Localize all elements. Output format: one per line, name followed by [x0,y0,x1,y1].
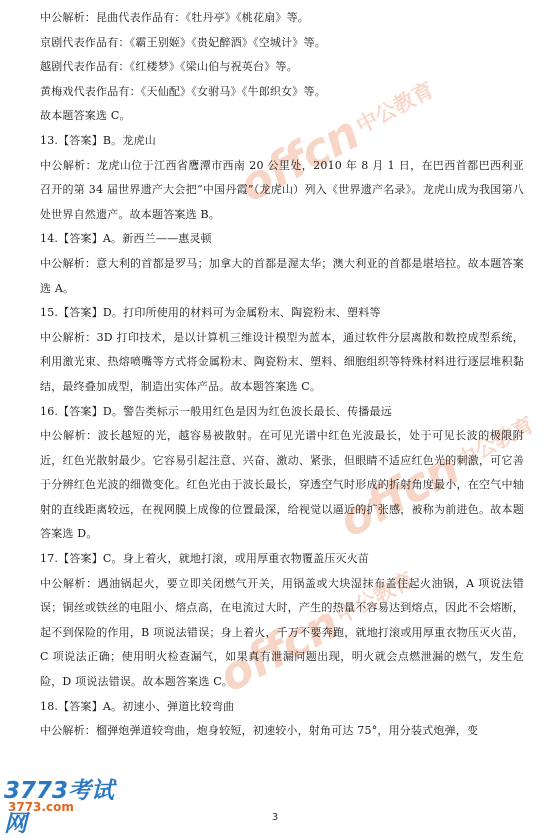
site-logo-url: 3773.com [8,800,74,814]
site-logo [0,772,130,837]
paragraph: 中公解析：昆曲代表作品有：《牡丹亭》《桃花扇》等。 [40,11,309,24]
paragraph: 黄梅戏代表作品有：《天仙配》《女驸马》《牛郎织女》等。 [40,84,326,98]
paragraph: 故本题答案选 C。 [40,109,131,123]
paragraph: 中公解析：波长越短的光，越容易被散射。在可见光谱中红色光波最长，处于可见长波的极限附近，红色光散射最少。它容易引起注意、兴奋、激动、紧张，但眼睛不适应红色光的刺激，可它善于分辨红色光波的细微变化。红色光由于波长最长，穿透空气时形成的折射角度最小，在空气中轴射的直线距离较远，在视网膜上成像的位置最深，给视觉以逼近的扩张感，被称为前进色。故本题答案选 D。 [40,429,524,541]
answer-heading: 18.【答案】A。初速小、弹道比较弯曲 [40,699,235,713]
paragraph: 中公解析：榴弹炮弹道较弯曲，炮身较短，初速较小，射角可达 75°，用分装式炮弹，变 [40,724,479,738]
answer-heading: 15.【答案】D。打印所使用的材料可为金属粉末、陶瓷粉末、塑料等 [40,306,381,320]
paragraph: 中公解析：龙虎山位于江西省鹰潭市西南 20 公里处，2010 年 8 月 1 日，在巴西首都巴西利亚召开的第 34 届世界遗产大会把“中国丹霞”（龙虎山）列入《世界遗产名录》。龙虎山成为我国第八处世界自然遗产。故本题答案选 B。 [40,158,524,221]
watermark-brand: offcn [210,595,348,703]
page-number: 3 [271,812,279,823]
paragraph: 越剧代表作品有：《红楼梦》《梁山伯与祝英台》等。 [40,60,298,74]
document-body [40,6,524,744]
answer-heading: 17.【答案】C。身上着火，就地打滚，或用厚重衣物覆盖压灭火苗 [40,552,370,566]
paragraph: 中公解析：意大利的首都是罗马；加拿大的首都是渥太华；澳大利亚的首都是堪培拉。故本题答案选 A。 [40,256,524,295]
watermark-brand: offcn [330,440,468,548]
answer-heading: 16.【答案】D。警告类标示一般用红色是因为红色波长最长、传播最远 [40,404,392,418]
paragraph: 京剧代表作品有：《霸王别姬》《贵妃醉酒》《空城计》等。 [40,35,326,49]
paragraph: 中公解析：3D 打印技术，是以计算机三维设计模型为蓝本，通过软件分层离散和数控成型系统，利用激光束、热熔喷嘴等方式将金属粉末、陶瓷粉末、塑料、细胞组织等特殊材料进行逐层堆积黏结，最终叠加成型，制造出实体产品。故本题答案选 C。 [40,330,524,393]
watermark-text: 中公教育 [332,567,418,629]
paragraph: 中公解析：遇油锅起火，要立即关闭燃气开关，用锅盖或大块湿抹布盖住起火油锅，A 项说法错误；铜丝或铁丝的电阻小、熔点高，在电流过大时，产生的热量不容易达到熔点，因此不会熔断，起不到保险的作用，B 项说法错误；身上着火，千万不要奔跑，就地打滚或用厚重衣物压灭火苗，C 项说法正确；使用明火检查漏气，如果真有泄漏问题出现，明火就会点燃泄漏的燃气，发生危险，D 项说法错误。故本题答案选 C。 [40,576,524,689]
watermark-text: 中公教育 [352,77,438,139]
watermark-brand: offcn [230,105,368,213]
answer-heading: 13.【答案】B。龙虎山 [40,133,156,147]
site-logo-text: 3773考试网 [4,778,115,837]
answer-heading: 14.【答案】A。新西兰——惠灵顿 [40,232,212,246]
watermark-text: 中公教育 [452,412,538,474]
